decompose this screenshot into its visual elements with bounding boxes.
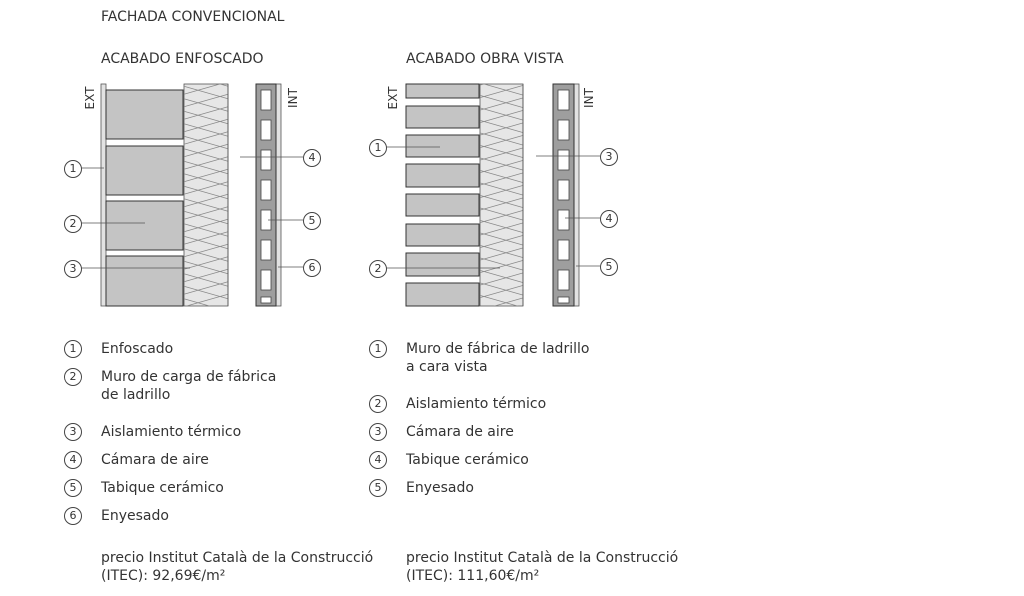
- left-legend-num-6: 6: [64, 507, 82, 525]
- left-callout-6: 6: [303, 259, 321, 277]
- right-legend-num-4: 4: [369, 451, 387, 469]
- left-int-label: INT: [286, 88, 300, 108]
- right-callout-2: 2: [369, 260, 387, 278]
- left-ceramic-partition: [256, 84, 276, 306]
- left-callout-2: 2: [64, 215, 82, 233]
- right-legend-text-3: Cámara de aire: [406, 424, 514, 440]
- right-int-label: INT: [582, 88, 596, 108]
- left-callout-4: 4: [303, 149, 321, 167]
- left-legend-num-4: 4: [64, 451, 82, 469]
- right-heading: ACABADO OBRA VISTA: [406, 51, 564, 67]
- left-legend-text-4: Cámara de aire: [101, 452, 209, 468]
- right-legend-text-2: Aislamiento térmico: [406, 396, 547, 412]
- left-callout-1: 1: [64, 160, 82, 178]
- left-legend-text-2: Muro de carga de fábrica de ladrillo: [101, 369, 277, 403]
- right-price-line-2: (ITEC): 111,60€/m²: [406, 568, 540, 584]
- right-ceramic-partition: [553, 84, 574, 306]
- right-legend-num-2: 2: [369, 395, 387, 413]
- right-facing-brick-wall: [406, 84, 479, 306]
- left-price-line-2: (ITEC): 92,69€/m²: [101, 568, 226, 584]
- right-legend-num-3: 3: [369, 423, 387, 441]
- left-callout-3: 3: [64, 260, 82, 278]
- left-callout-5: 5: [303, 212, 321, 230]
- right-callout-4: 4: [600, 210, 618, 228]
- page-title: FACHADA CONVENCIONAL: [101, 9, 285, 25]
- right-legend-text-5: Enyesado: [406, 480, 474, 496]
- left-legend-text-3: Aislamiento térmico: [101, 424, 242, 440]
- right-insulation-hatch: [480, 84, 523, 306]
- left-legend-num-1: 1: [64, 340, 82, 358]
- right-callout-3: 3: [600, 148, 618, 166]
- left-render-layer: [101, 84, 106, 306]
- left-legend-text-1: Enfoscado: [101, 341, 174, 357]
- right-legend-text-1: Muro de fábrica de ladrillo a cara vista: [406, 341, 590, 375]
- left-ext-label: EXT: [83, 86, 97, 110]
- left-heading: ACABADO ENFOSCADO: [101, 51, 264, 67]
- left-section: [80, 84, 303, 306]
- right-callout-5: 5: [600, 258, 618, 276]
- right-callout-1: 1: [369, 139, 387, 157]
- right-price-line-1: precio Institut Català de la Construcció: [406, 550, 679, 566]
- left-legend-num-2: 2: [64, 368, 82, 386]
- left-insulation-hatch: [184, 84, 228, 306]
- right-legend-num-5: 5: [369, 479, 387, 497]
- right-section: [385, 84, 600, 306]
- left-price-line-1: precio Institut Català de la Construcció: [101, 550, 374, 566]
- left-brick-wall: [106, 90, 183, 306]
- left-legend-text-5: Tabique cerámico: [101, 480, 224, 496]
- left-legend-num-3: 3: [64, 423, 82, 441]
- right-legend-text-4: Tabique cerámico: [406, 452, 529, 468]
- right-ext-label: EXT: [386, 86, 400, 110]
- right-plaster: [574, 84, 579, 306]
- right-legend-num-1: 1: [369, 340, 387, 358]
- left-legend-num-5: 5: [64, 479, 82, 497]
- left-plaster: [276, 84, 281, 306]
- left-legend-text-6: Enyesado: [101, 508, 169, 524]
